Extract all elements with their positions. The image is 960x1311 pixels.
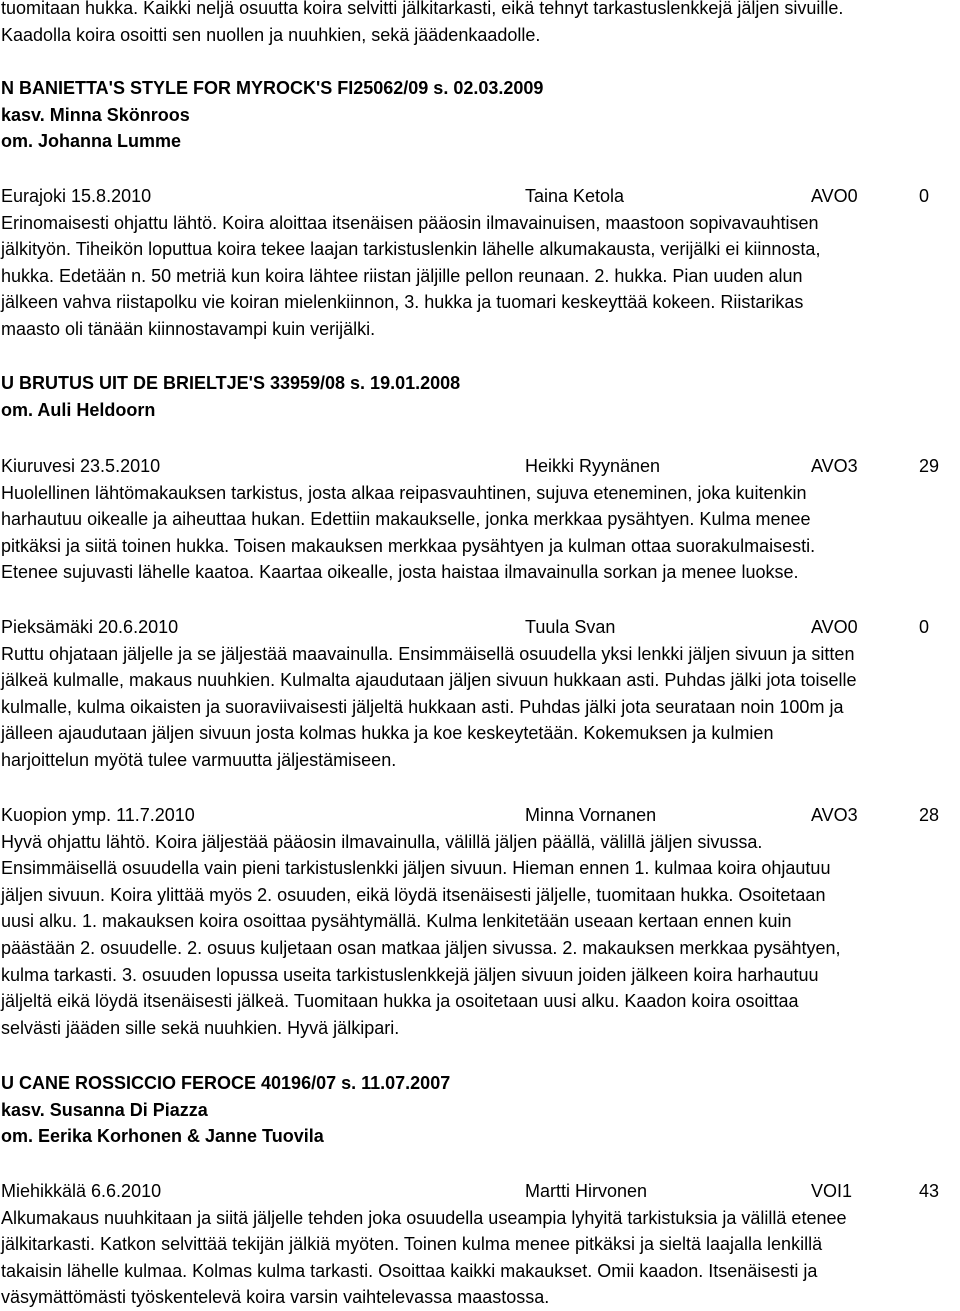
critique-line: jälkitarkasti. Katkon selvittää tekijän jälkiä myöten. Toinen kulma menee pitkäksi ja sieltä laajalla lenkillä	[1, 1234, 823, 1255]
critique-line: kulmalle, kulma oikaisten ja suoraviivaisesti jäljeltä hukkaan asti. Puhdas jälki jota seurataan noin 100m ja	[1, 696, 844, 717]
dog-heading	[1, 1070, 956, 1150]
trial-class: AVO3	[811, 456, 858, 476]
critique-line: harhautuu oikealle ja aiheuttaa hukan. Edettiin makaukselle, jonka merkkaa pysähtyen. Kulma menee	[1, 509, 811, 530]
result-header	[1, 802, 956, 829]
critique-line: jälkityön. Tiheikön loputtua koira tekee laajan tarkistuslenkin lähelle alkumakausta, verijälki ei kiinnosta,	[1, 239, 821, 260]
intro-paragraph	[1, 0, 956, 48]
critique-line: hukka. Edetään n. 50 metriä kun koira lähtee riistan jäljille pellon reunaan. 2. hukka. Pian uuden alun	[1, 265, 803, 286]
trial-place-date: Kiuruvesi 23.5.2010	[1, 456, 161, 476]
judge-name: Heikki Ryynänen	[525, 456, 661, 476]
critique-line: jälkeä kulmalle, makaus nuuhkien. Kulmalta ajaudutaan jäljen sivuun hukkaan asti. Puhdas jälki jota toiselle	[1, 670, 857, 691]
critique-line: Etenee sujuvasti lähelle kaatoa. Kaartaa oikealle, josta haistaa ilmavainulla sorkan ja menee luokse.	[1, 562, 799, 583]
critique-line: Hyvä ohjattu lähtö. Koira jäljestää pääosin ilmavainulla, välillä jäljen päällä, välillä jäljen sivussa.	[1, 831, 763, 852]
dog-name: N BANIETTA'S STYLE FOR MYROCK'S FI25062/09 s. 02.03.2009	[1, 78, 544, 98]
judge-name: Minna Vornanen	[525, 805, 657, 825]
trial-points: 29	[919, 456, 940, 476]
critique-line: harjoittelun myötä tulee varmuutta jäljestämiseen.	[1, 749, 397, 770]
judge-name: Tuula Svan	[525, 617, 616, 637]
result-header	[1, 614, 956, 641]
critique-line: Ruttu ohjataan jäljelle ja se jäljestää maavainulla. Ensimmäisellä osuudella yksi lenkki jäljen sivuun ja sitten	[1, 643, 855, 664]
dog-name: U CANE ROSSICCIO FEROCE 40196/07 s. 11.07.2007	[1, 1073, 451, 1093]
dog-name: U BRUTUS UIT DE BRIELTJE'S 33959/08 s. 19.01.2008	[1, 373, 461, 393]
trial-points: 0	[919, 617, 930, 637]
critique-line: pitkäksi ja siitä toinen hukka. Toisen makauksen merkkaa pysähtyen ja kulman ottaa suorakulmaisesti.	[1, 535, 816, 556]
critique-line: jäljen sivuun. Koira ylittää myös 2. osuuden, eikä löydä itsenäisesti jäljelle, tuomitaan hukka. Osoitetaan	[1, 884, 826, 905]
critique-line: päästään 2. osuudelle. 2. osuus kuljetaan osan matkaa jäljen sivussa. 2. makauksen merkkaa pysähtyen,	[1, 937, 841, 958]
owner: om. Auli Heldoorn	[1, 399, 156, 420]
trial-class: AVO0	[811, 186, 858, 206]
critique-line: selvästi jääden sille sekä nuuhkien. Hyvä jälkipari.	[1, 1017, 400, 1038]
trial-result	[1, 802, 956, 1041]
critique-line: jälkeen vahva riistapolku vie koiran mielenkiinnon, 3. hukka ja tuomari keskeyttää kokeen. Riistarikas	[1, 292, 804, 313]
critique-line: jälleen ajaudutaan jäljen sivuun josta kolmas hukka ja koe keskeytetään. Kokemuksen ja kulmien	[1, 723, 774, 744]
owner: om. Johanna Lumme	[1, 131, 182, 152]
trial-class: VOI1	[811, 1181, 853, 1201]
judge-name: Taina Ketola	[525, 186, 625, 206]
result-header	[1, 183, 956, 210]
critique-line: Alkumakaus nuuhkitaan ja siitä jäljelle tehden joka osuudella useampia lyhyitä tarkistuksia ja välillä etenee	[1, 1207, 847, 1228]
trial-points: 43	[919, 1181, 940, 1201]
result-header	[1, 453, 956, 480]
trial-class: AVO3	[811, 805, 858, 825]
dog-heading	[1, 370, 956, 423]
trial-points: 0	[919, 186, 930, 206]
breeder: kasv. Susanna Di Piazza	[1, 1099, 208, 1120]
critique-line: Huolellinen lähtömakauksen tarkistus, josta alkaa reipasvauhtinen, sujuva eteneminen, joka kuitenkin	[1, 482, 807, 503]
critique-line: maasto oli tänään kiinnostavampi kuin verijälki.	[1, 318, 376, 339]
dog-heading	[1, 75, 956, 155]
critique-line: kulma tarkasti. 3. osuuden lopussa useita tarkistuslenkkejä jäljen sivuun joiden jälkeen koira harhautuu	[1, 964, 819, 985]
text-line: tuomitaan hukka. Kaikki neljä osuutta koira selvitti jälkitarkasti, eikä tehnyt tarkastuslenkkejä jäljen sivuille.	[1, 0, 844, 18]
critique-line: Erinomaisesti ohjattu lähtö. Koira aloittaa itsenäisen pääosin ilmavainuisen, maastoon sopivavauhtisen	[1, 212, 819, 233]
trial-place-date: Eurajoki 15.8.2010	[1, 186, 152, 206]
trial-points: 28	[919, 805, 940, 825]
trial-place-date: Kuopion ymp. 11.7.2010	[1, 805, 195, 825]
trial-class: AVO0	[811, 617, 858, 637]
trial-place-date: Miehikkälä 6.6.2010	[1, 1181, 162, 1201]
owner: om. Eerika Korhonen & Janne Tuovila	[1, 1126, 324, 1147]
judge-name: Martti Hirvonen	[525, 1181, 648, 1201]
result-header	[1, 1178, 956, 1205]
critique-line: väsymättömästi työskentelevä koira varsin vaihtelevassa maastossa.	[1, 1287, 550, 1308]
critique-line: takaisin lähelle kulmaa. Kolmas kulma tarkasti. Osoittaa kaikki makaukset. Omii kaadon. Itsenäisesti ja	[1, 1260, 818, 1281]
trial-place-date: Pieksämäki 20.6.2010	[1, 617, 179, 637]
breeder: kasv. Minna Skönroos	[1, 104, 190, 125]
trial-result	[1, 614, 956, 774]
text-line: Kaadolla koira osoitti sen nuollen ja nuuhkien, sekä jäädenkaadolle.	[1, 24, 541, 45]
trial-result	[1, 183, 956, 343]
critique-line: uusi alku. 1. makauksen koira osoittaa pysähtymällä. Kulma lenkitetään useaan kertaan ennen kuin	[1, 911, 792, 932]
trial-result	[1, 453, 956, 586]
trial-result	[1, 1178, 956, 1311]
critique-line: jäljeltä eikä löydä itsenäisesti jälkeä. Tuomitaan hukka ja osoitetaan uusi alku. Kaadon koira osoittaa	[1, 991, 799, 1012]
critique-line: Ensimmäisellä osuudella vain pieni tarkistuslenkki jäljen sivuun. Hieman ennen 1. kulmaa koira ohjautuu	[1, 858, 831, 879]
